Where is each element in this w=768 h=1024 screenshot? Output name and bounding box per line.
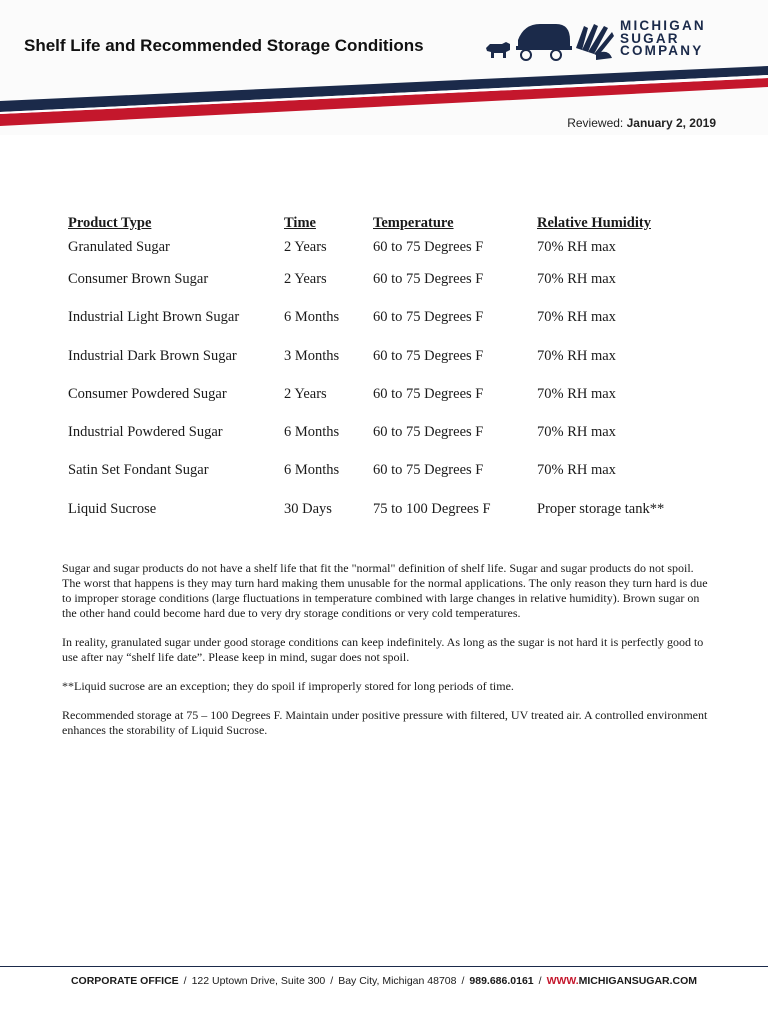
footer-separator: / bbox=[330, 975, 334, 987]
cell-temperature: 60 to 75 Degrees F bbox=[373, 385, 484, 402]
table-row bbox=[62, 501, 703, 539]
cell-humidity: 70% RH max bbox=[537, 424, 616, 441]
cell-temperature: 60 to 75 Degrees F bbox=[373, 347, 484, 364]
footer-website-domain: MICHIGANSUGAR.COM bbox=[578, 975, 698, 987]
header-product-type: Product Type bbox=[68, 214, 152, 231]
footer-separator: / bbox=[538, 975, 542, 987]
header-relative-humidity: Relative Humidity bbox=[537, 214, 651, 231]
cell-product: Liquid Sucrose bbox=[68, 500, 157, 517]
reviewed-date bbox=[567, 116, 716, 130]
cell-humidity: 70% RH max bbox=[537, 239, 616, 255]
cell-product: Industrial Dark Brown Sugar bbox=[68, 347, 237, 364]
header-time: Time bbox=[284, 214, 316, 231]
footer-city: Bay City, Michigan 48708 bbox=[338, 975, 457, 987]
cell-product: Granulated Sugar bbox=[68, 239, 170, 255]
table-row bbox=[62, 271, 703, 309]
cell-time: 2 Years bbox=[284, 271, 327, 287]
note-paragraph: In reality, granulated sugar under good storage conditions can keep indefinitely. As long as the sugar is not hard it is perfectly good to use after nay “shelf life date”. Please keep in mind, sugar does not spoil. bbox=[62, 635, 704, 664]
cell-humidity: Proper storage tank** bbox=[537, 500, 665, 517]
reviewed-date-value: January 2, 2019 bbox=[626, 116, 716, 130]
table-row bbox=[62, 348, 703, 386]
cell-time: 30 Days bbox=[284, 500, 332, 517]
cell-product: Industrial Light Brown Sugar bbox=[68, 309, 240, 326]
table-row bbox=[62, 462, 703, 500]
footer-office-label: CORPORATE OFFICE bbox=[70, 975, 179, 987]
header bbox=[0, 0, 768, 135]
footer-phone: 989.686.0161 bbox=[469, 975, 534, 987]
cell-product: Industrial Powdered Sugar bbox=[68, 424, 223, 441]
cell-temperature: 75 to 100 Degrees F bbox=[373, 500, 491, 517]
table-row bbox=[62, 237, 703, 271]
cell-time: 6 Months bbox=[284, 309, 340, 326]
table-row bbox=[62, 309, 703, 347]
table-row bbox=[62, 386, 703, 424]
notes-section bbox=[62, 561, 708, 752]
footer-website-prefix: WWW. bbox=[546, 975, 579, 987]
footer bbox=[0, 975, 768, 987]
footer-divider bbox=[0, 966, 768, 967]
note-paragraph: **Liquid sucrose are an exception; they do spoil if improperly stored for long periods of time. bbox=[62, 679, 514, 693]
footer-website-link[interactable] bbox=[547, 975, 698, 987]
cell-time: 6 Months bbox=[284, 424, 340, 441]
note-paragraph: Recommended storage at 75 – 100 Degrees F. Maintain under positive pressure with filtered, UV treated air. A controlled environment enhances the storability of Liquid Sucrose. bbox=[62, 708, 708, 737]
cell-temperature: 60 to 75 Degrees F bbox=[373, 462, 484, 479]
cell-humidity: 70% RH max bbox=[537, 309, 616, 326]
reviewed-label: Reviewed: bbox=[567, 116, 624, 130]
cell-humidity: 70% RH max bbox=[537, 271, 616, 287]
note-paragraph: Sugar and sugar products do not have a shelf life that fit the "normal" definition of shelf life. Sugar and sugar products do not spoil. The worst that happens is they may turn hard making them unusable for the normal applications. The only reason they turn hard is due to improper storage conditions (large fluctuations in temperature combined with large changes in relative humidity). Brown sugar on the other hand could become hard due to very dry storage conditions or very cold temperatures. bbox=[62, 561, 708, 620]
cell-humidity: 70% RH max bbox=[537, 462, 616, 479]
cell-product: Satin Set Fondant Sugar bbox=[68, 462, 209, 479]
cell-time: 2 Years bbox=[284, 385, 327, 402]
cell-product: Consumer Powdered Sugar bbox=[68, 385, 227, 402]
shelf-life-table bbox=[62, 210, 703, 539]
cell-temperature: 60 to 75 Degrees F bbox=[373, 239, 484, 255]
cell-humidity: 70% RH max bbox=[537, 347, 616, 364]
cell-time: 6 Months bbox=[284, 462, 340, 479]
cell-time: 2 Years bbox=[284, 239, 327, 255]
header-temperature: Temperature bbox=[373, 214, 454, 231]
page-title: Shelf Life and Recommended Storage Conditions bbox=[24, 36, 424, 55]
footer-separator: / bbox=[183, 975, 187, 987]
footer-address: 122 Uptown Drive, Suite 300 bbox=[191, 975, 326, 987]
cell-temperature: 60 to 75 Degrees F bbox=[373, 424, 484, 441]
table-header-row bbox=[62, 210, 703, 237]
footer-separator: / bbox=[461, 975, 465, 987]
cell-temperature: 60 to 75 Degrees F bbox=[373, 309, 484, 326]
company-logo-text: MICHIGAN SUGAR COMPANY bbox=[620, 18, 706, 58]
cell-time: 3 Months bbox=[284, 347, 340, 364]
table-row bbox=[62, 424, 703, 462]
cell-product: Consumer Brown Sugar bbox=[68, 271, 209, 287]
cell-humidity: 70% RH max bbox=[537, 385, 616, 402]
cell-temperature: 60 to 75 Degrees F bbox=[373, 271, 484, 287]
